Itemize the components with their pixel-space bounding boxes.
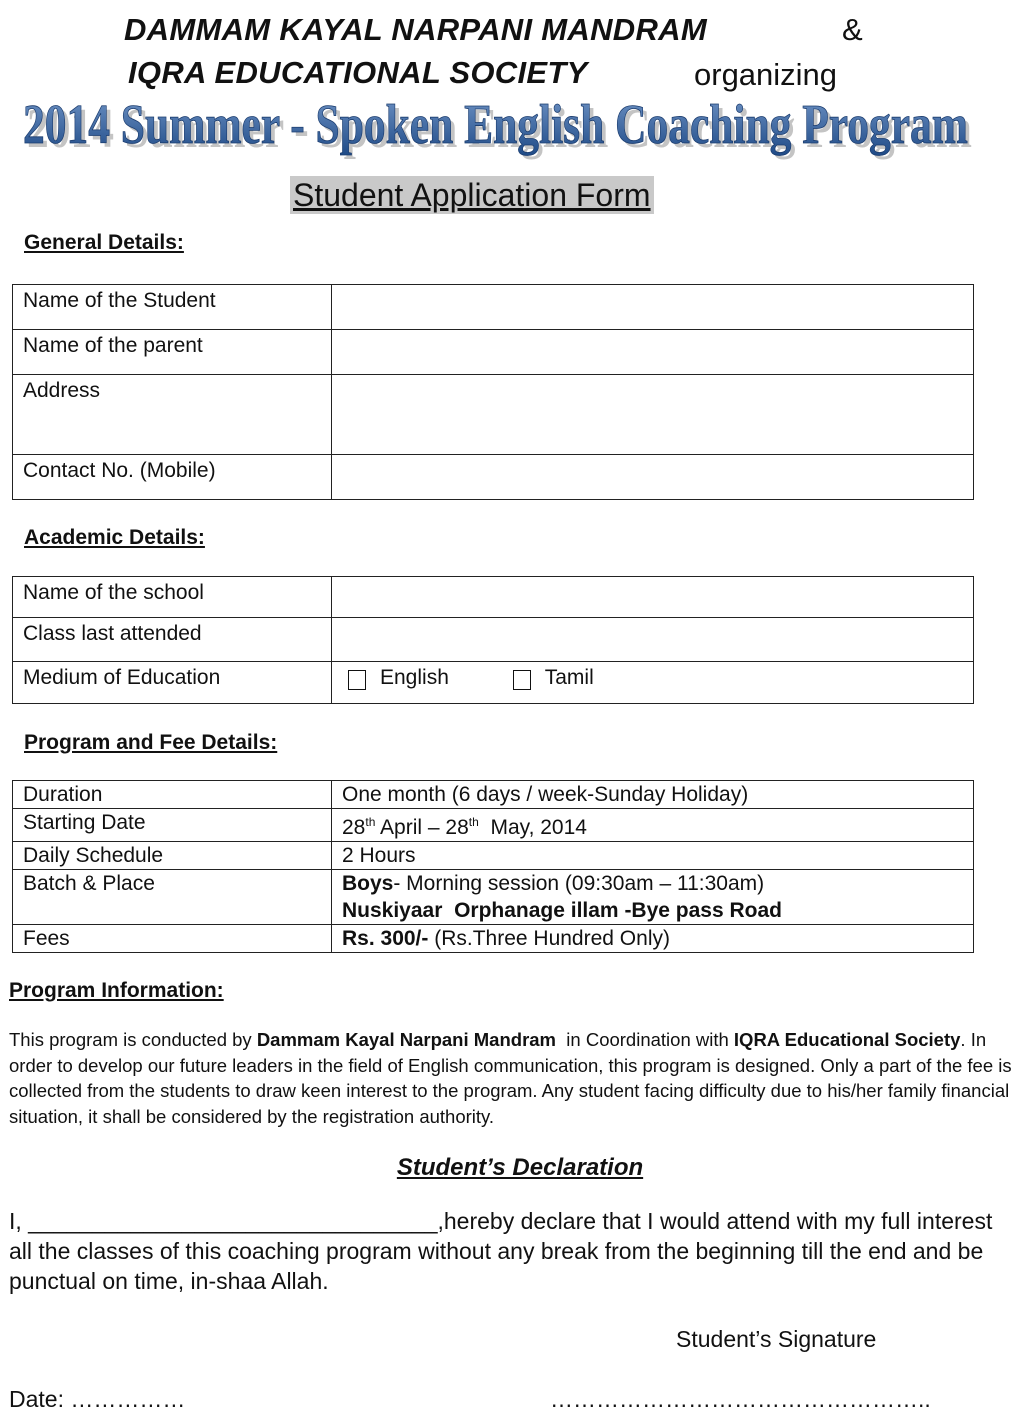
duration-value: One month (6 days / week-Sunday Holiday)	[332, 781, 974, 809]
ampersand: &	[842, 12, 863, 47]
schedule-label: Daily Schedule	[13, 842, 332, 870]
program-details-heading: Program and Fee Details:	[24, 731, 278, 754]
english-checkbox[interactable]	[348, 670, 366, 690]
schedule-value: 2 Hours	[332, 842, 974, 870]
parent-name-field[interactable]	[332, 330, 974, 375]
banner-title: 2014 Summer - Spoken English Coaching Program	[23, 94, 968, 156]
program-details-table	[12, 780, 974, 953]
student-name-label: Name of the Student	[13, 285, 332, 330]
declaration-text: I, ________________________________,hereby declare that I would attend with my full interest all the classes of this coaching program without any break from the beginning till the end and be punctual on time, in-shaa Allah.	[9, 1208, 993, 1294]
class-field[interactable]	[332, 618, 974, 662]
organizing-text: organizing	[694, 57, 838, 92]
tamil-option-label: Tamil	[544, 666, 594, 689]
address-field[interactable]	[332, 375, 974, 455]
program-info-heading: Program Information:	[9, 979, 224, 1002]
org-name-dammam: DAMMAM KAYAL NARPANI MANDRAM	[124, 12, 707, 47]
duration-label: Duration	[13, 781, 332, 809]
contact-label: Contact No. (Mobile)	[13, 455, 332, 500]
contact-field[interactable]	[332, 455, 974, 500]
place-value: Nuskiyaar Orphanage illam -Bye pass Road	[342, 899, 782, 922]
student-name-field[interactable]	[332, 285, 974, 330]
medium-label: Medium of Education	[13, 662, 332, 704]
signature-line[interactable]: …………………………………………..	[550, 1386, 931, 1412]
batch-label: Batch & Place	[13, 870, 332, 925]
english-option-label: English	[380, 666, 449, 689]
tamil-checkbox[interactable]	[513, 670, 531, 690]
parent-name-label: Name of the parent	[13, 330, 332, 375]
declaration-heading: Student’s Declaration	[396, 1154, 644, 1181]
general-details-heading: General Details:	[24, 231, 184, 254]
academic-details-table	[12, 576, 974, 704]
fees-label: Fees	[13, 925, 332, 953]
svg-text:2014 Summer - Spoken English C: 2014 Summer - Spoken English Coaching Program	[27, 98, 972, 160]
fees-value: Rs. 300/- (Rs.Three Hundred Only)	[332, 925, 974, 953]
org-name-iqra: IQRA EDUCATIONAL SOCIETY	[128, 55, 588, 90]
school-name-label: Name of the school	[13, 577, 332, 618]
start-date-value: 28th April – 28th May, 2014	[332, 809, 974, 842]
address-label: Address	[13, 375, 332, 455]
general-details-table	[12, 284, 974, 500]
program-banner	[22, 92, 982, 162]
signature-label: Student’s Signature	[676, 1326, 877, 1352]
form-title: Student Application Form	[290, 176, 654, 214]
start-date-label: Starting Date	[13, 809, 332, 842]
medium-options	[332, 662, 974, 704]
date-field[interactable]: Date: ……………	[9, 1386, 186, 1412]
batch-value: Boys- Morning session (09:30am – 11:30am) Nuskiyaar Orphanage illam -Bye pass Road	[332, 870, 974, 925]
class-label: Class last attended	[13, 618, 332, 662]
school-name-field[interactable]	[332, 577, 974, 618]
program-info-paragraph: This program is conducted by Dammam Kayal Narpani Mandram in Coordination with IQRA Educational Society. In order to develop our future leaders in the field of English communication, this program is designed. Only a part of the fee is collected from the students to draw keen interest to the program. Any student facing difficulty due to his/her family financial situation, it shall be considered by the registration authority.	[9, 1029, 1012, 1127]
academic-details-heading: Academic Details:	[24, 526, 205, 549]
